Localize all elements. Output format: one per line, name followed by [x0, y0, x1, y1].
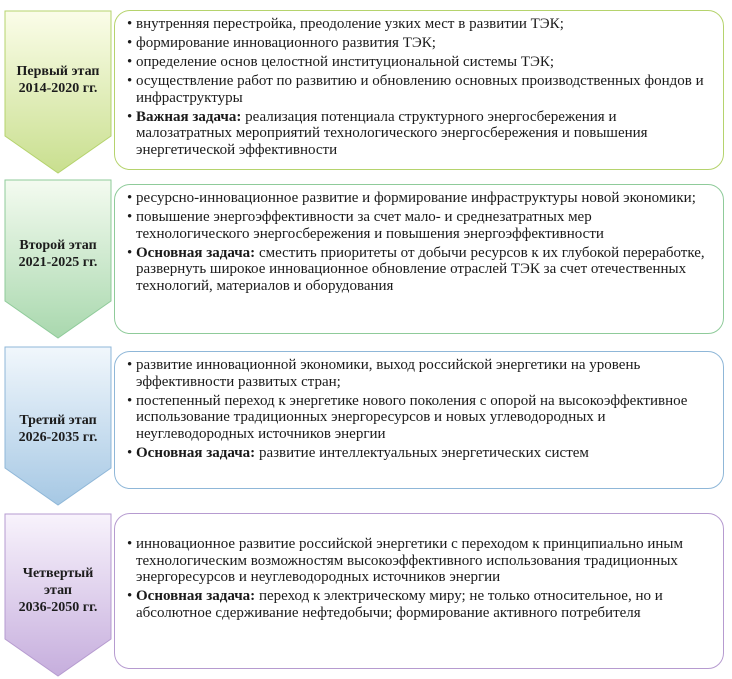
stage-3-label: [4, 412, 112, 446]
stage-2: [0, 179, 732, 339]
stage-3-key-task: • Основная задача: развитие интеллектуальных энергетических систем: [127, 444, 589, 461]
stage-1-item-text: формирование инновационного развития ТЭК;: [136, 35, 436, 51]
stage-1-item: • формирование инновационного развития ТЭК;: [127, 35, 705, 52]
stage-2-task-text: сместить приоритеты от добычи ресурсов к их глубокой переработке, развернуть широкое инновационное обновление отраслей ТЭК за счет отечественных технологий, материалов и оборудования: [136, 244, 705, 294]
stage-3-description-box: [114, 351, 724, 489]
stage-4-label-line-3: 2036-2050 гг.: [18, 600, 98, 615]
stage-2-task-label: Основная задача:: [136, 244, 256, 261]
stage-1-task-label: Важная задача:: [136, 108, 242, 125]
stage-3-item: • постепенный переход к энергетике нового поколения с опорой на высокоэффективное использование традиционных энергоресурсов и новых углеводородных и неуглеводородных источников энергии: [127, 393, 705, 443]
stage-2-key-task: • Основная задача: сместить приоритеты от добычи ресурсов к их глубокой переработке, развернуть широкое инновационное обновление отраслей ТЭК за счет отечественных технологий, материалов и оборудования: [127, 244, 705, 294]
stage-2-label-line-2: 2021-2025 гг.: [18, 255, 98, 270]
stage-2-item-text: повышение энергоэффективности за счет мало- и среднезатратных мер технологического энергосбережения и повышения энергоэффективности: [136, 209, 604, 242]
stage-1-label: [4, 63, 112, 97]
stage-3-label-line-1: Третий этап: [19, 413, 97, 428]
stage-1-item-text: осуществление работ по развитию и обновлению основных производственных фондов и инфраструктуры: [136, 73, 704, 106]
stage-2-chevron-arrow: [4, 179, 112, 339]
stage-4-description-box: [114, 513, 724, 669]
stage-2-description-box: [114, 184, 724, 334]
stage-4-label-line-1: Четвертый: [22, 566, 94, 581]
stage-1-label-line-1: Первый этап: [16, 64, 100, 79]
stage-1-task-text: реализация потенциала структурного энергосбережения и малозатратных мероприятий технологического энергосбережения и повышения энергетической эффективности: [136, 108, 648, 158]
stage-4-item-text: инновационное развитие российской энергетики с переходом к принципиально иным технологическим возможностям высокоэффективного использования традиционных энергоресурсов и неуглеводородных источников энергии: [136, 536, 683, 585]
stage-3-task-label: Основная задача:: [136, 444, 256, 461]
stage-4-task-label: Основная задача:: [136, 588, 256, 604]
stage-4-key-task: • Основная задача: переход к электрическому миру; не только относительное, но и абсолютное сдерживание нефтедобычи; формирование активного потребителя: [127, 588, 663, 621]
stage-3-label-line-2: 2026-2035 гг.: [18, 430, 98, 445]
stage-1-item-text: определение основ целостной институциональной системы ТЭК;: [136, 54, 555, 70]
stage-4-task-text: переход к электрическому миру; не только относительное, но и абсолютное сдерживание нефтедобычи; формирование активного потребителя: [136, 588, 663, 621]
stage-2-item: • ресурсно-инновационное развитие и формирование инфраструктуры новой экономики;: [127, 190, 705, 207]
stage-3-item-text: постепенный переход к энергетике нового поколения с опорой на высокоэффективное использование традиционных энергоресурсов и новых углеводородных и неуглеводородных источников энергии: [136, 392, 688, 442]
stage-1-item: • внутренняя перестройка, преодоление узких мест в развитии ТЭК;: [127, 16, 705, 33]
stage-1: [0, 10, 732, 174]
stage-1-chevron-arrow: [4, 10, 112, 174]
stage-3: [0, 346, 732, 506]
stage-2-label: [4, 237, 112, 271]
stage-4-label: [4, 565, 112, 616]
stage-3-chevron-arrow: [4, 346, 112, 506]
stage-1-label-line-2: 2014-2020 гг.: [18, 81, 98, 96]
stage-1-description-box: [114, 10, 724, 170]
stage-1-key-task: • Важная задача: реализация потенциала структурного энергосбережения и малозатратных мероприятий технологического энергосбережения и повышения энергетической эффективности: [127, 108, 648, 158]
stage-4-item: • инновационное развитие российской энергетики с переходом к принципиально иным технологическим возможностям высокоэффективного использования традиционных энергоресурсов и неуглеводородных источников энергии: [127, 536, 705, 586]
stage-4-label-line-2: этап: [44, 583, 72, 598]
stage-1-item: • определение основ целостной институциональной системы ТЭК;: [127, 54, 705, 71]
stage-3-task-text: развитие интеллектуальных энергетических систем: [258, 444, 589, 461]
stage-2-item-text: ресурсно-инновационное развитие и формирование инфраструктуры новой экономики;: [136, 190, 696, 206]
stage-2-label-line-1: Второй этап: [19, 238, 97, 253]
stage-3-item-text: развитие инновационной экономики, выход российской энергетики на уровень эффективности развитых стран;: [136, 357, 641, 390]
stage-4: [0, 513, 732, 677]
stage-1-item-text: внутренняя перестройка, преодоление узких мест в развитии ТЭК;: [136, 16, 564, 32]
stage-2-item: • повышение энергоэффективности за счет мало- и среднезатратных мер технологического энергосбережения и повышения энергоэффективности: [127, 209, 705, 242]
stage-1-item: • осуществление работ по развитию и обновлению основных производственных фондов и инфраструктуры: [127, 73, 704, 106]
stage-3-item: • развитие инновационной экономики, выход российской энергетики на уровень эффективности развитых стран;: [127, 357, 705, 390]
stage-4-chevron-arrow: [4, 513, 112, 677]
